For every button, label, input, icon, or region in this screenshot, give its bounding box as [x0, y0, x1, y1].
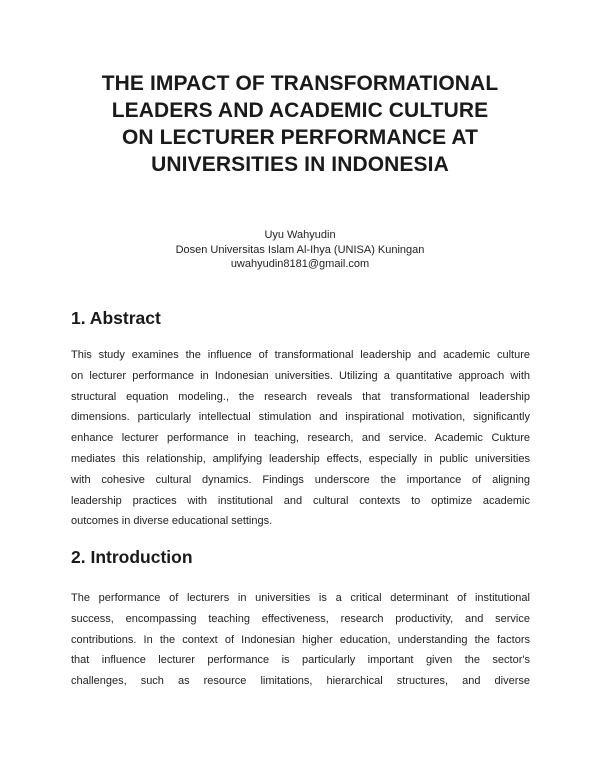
- text-line: This study examines the influence of transformational leadership and academic culture: [71, 349, 530, 361]
- introduction-heading: 2. Introduction: [71, 547, 193, 567]
- author-email: uwahyudin8181@gmail.com: [230, 258, 370, 270]
- title-line: ON LECTURER PERFORMANCE AT: [121, 126, 479, 149]
- author-name: Uyu Wahyudin: [264, 229, 336, 241]
- abstract-paragraph: [71, 345, 530, 532]
- text-line: that influence lecturer performance is particularly important given the sector's: [71, 654, 530, 667]
- title-line: UNIVERSITIES IN INDONESIA: [151, 153, 449, 176]
- text-line: contributions. In the context of Indonesian higher education, understanding the factors: [71, 633, 530, 646]
- title-line: THE IMPACT OF TRANSFORMATIONAL: [101, 72, 499, 95]
- text-line: with cohesive cultural dynamics. Findings underscore the importance of aligning: [71, 473, 530, 486]
- text-line: success, encompassing teaching effectiveness, research productivity, and service: [71, 612, 530, 625]
- text-line: outcomes in diverse educational settings.: [71, 515, 273, 528]
- text-line: enhance lecturer performance in teaching, research, and service. Academic Cukture: [71, 432, 530, 445]
- text-line: on lecturer performance in Indonesian universities. Utilizing a quantitative approach with: [71, 369, 530, 382]
- text-line: challenges, such as resource limitations, hierarchical structures, and diverse: [71, 675, 530, 688]
- author-block: [0, 228, 600, 272]
- text-line: structural equation modeling., the research reveals that transformational leadership: [71, 390, 530, 403]
- title-line: LEADERS AND ACADEMIC CULTURE: [111, 99, 489, 122]
- abstract-heading: 1. Abstract: [71, 308, 161, 328]
- paper-title: [60, 70, 540, 178]
- author-affiliation: Dosen Universitas Islam Al-Ihya (UNISA) Kuningan: [175, 243, 425, 256]
- text-line: mediates this relationship, amplifying leadership effects, especially in public universities: [71, 452, 530, 465]
- text-line: dimensions. particularly intellectual stimulation and inspirational motivation, significantly: [71, 411, 530, 424]
- text-line: leadership practices with institutional and cultural contexts to optimize academic: [71, 494, 530, 507]
- introduction-paragraph: [71, 588, 530, 692]
- text-line: The performance of lecturers in universities is a critical determinant of institutional: [71, 592, 530, 604]
